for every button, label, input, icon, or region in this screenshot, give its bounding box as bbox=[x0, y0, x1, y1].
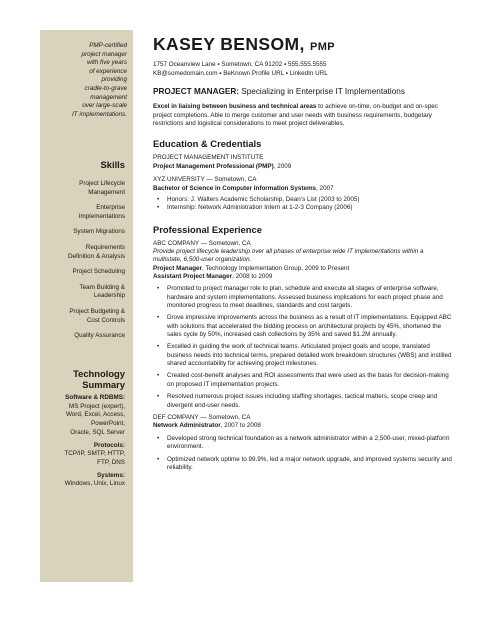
contact-line-online: KB@somedomain.com ▪ BeKnown Profile URL ▪ LinkedIn URL bbox=[153, 69, 328, 77]
job-role bbox=[153, 422, 453, 430]
summary-line: of experience bbox=[89, 67, 127, 75]
degree-year: , 2007 bbox=[316, 184, 334, 192]
job-company: ABC COMPANY — Sometown, CA bbox=[153, 239, 251, 247]
job-entry bbox=[153, 414, 453, 472]
skill-line: Cost Controls bbox=[86, 316, 125, 324]
intro-text: to achieve on-time, on-budget and on-spec project completions. Able to merge customer and user needs with business requirements, budgetary restrictions and logistical considerations to meet project deliverables. bbox=[153, 103, 438, 127]
skill-item bbox=[40, 204, 125, 221]
job-bullets bbox=[153, 285, 453, 410]
credential-text: PMP bbox=[309, 41, 336, 53]
tech-line: Oracle, SQL Server bbox=[70, 428, 125, 436]
job-bullet: • Resolved numerous project issues including staffing shortages, tactical matters, scope creep and divergent end-user needs. bbox=[153, 393, 453, 410]
skill-line: Quality Assurance bbox=[74, 332, 125, 340]
intro-paragraph bbox=[153, 103, 453, 128]
summary-line: project manager bbox=[81, 50, 127, 58]
tech-group-label: Systems: bbox=[96, 471, 125, 479]
skill-item bbox=[40, 228, 125, 237]
education-org: XYZ UNIVERSITY — Sometown, CA bbox=[153, 176, 257, 184]
role-dates: , 2008 to 2009 bbox=[232, 272, 273, 280]
skill-line: Leadership bbox=[93, 292, 125, 300]
headline bbox=[153, 87, 453, 97]
skill-item bbox=[40, 332, 125, 341]
job-bullet: • Optimized network uptime to 99.9%, led a major network upgrade, and improved systems security and reliability. bbox=[153, 456, 453, 473]
job-bullets bbox=[153, 435, 453, 472]
role-title: Project Manager bbox=[153, 264, 202, 272]
skill-line: Team Building & bbox=[79, 283, 125, 291]
role-title: Assistant Project Manager bbox=[153, 272, 233, 280]
summary-line: PMP-certified bbox=[89, 42, 127, 49]
skills-heading: Skills bbox=[100, 159, 125, 170]
job-role bbox=[153, 265, 453, 273]
skill-line: Implementations bbox=[78, 212, 125, 220]
job-role bbox=[153, 273, 453, 281]
tech-line: MS Project (expert), bbox=[69, 402, 125, 410]
sidebar bbox=[40, 30, 133, 582]
summary-line: cradle-to-grave bbox=[84, 84, 127, 92]
tech-group bbox=[40, 472, 125, 489]
skill-item bbox=[40, 284, 125, 301]
tech-group bbox=[40, 394, 125, 438]
skill-line: Definition & Analysis bbox=[67, 252, 125, 260]
job-entry bbox=[153, 240, 453, 410]
job-bullet: • Developed strong technical foundation as a network administrator within a 2,500-user, mixed-platform environment. bbox=[153, 435, 453, 452]
skill-line: Requirements bbox=[85, 244, 125, 252]
contact-info bbox=[153, 61, 453, 78]
summary-line: management bbox=[90, 93, 127, 101]
credential-name: Project Management Professional (PMP) bbox=[153, 162, 274, 170]
headline-specialty: Specializing in Enterprise IT Implementations bbox=[238, 87, 405, 97]
technology-heading bbox=[73, 368, 125, 390]
skill-item bbox=[40, 268, 125, 277]
skill-item bbox=[40, 308, 125, 325]
summary-line: over large-scale bbox=[82, 102, 127, 110]
job-bullet: • Promoted to project manager role to plan, schedule and execute all stages of enterprise software, hardware and system implementations. Assessed business implications for each project phase and monitored progress to meet deadlines, standards and cost targets. bbox=[153, 285, 453, 310]
resume-body bbox=[153, 34, 453, 476]
job-bullet: • Drove impressive improvements across the business as a result of IT implementations. Equipped ABC with solutions that accelerated the bidding process on architectural projects by 45%, shortened the sales cycle by 50%, increased cash collections by 35% and saved $1.2M annually. bbox=[153, 314, 453, 339]
tech-group-label: Software & RDBMS: bbox=[65, 394, 125, 401]
degree-name: Bachelor of Science in Computer Information Systems bbox=[153, 184, 317, 192]
technology-list bbox=[40, 394, 125, 493]
education-degree bbox=[153, 185, 453, 193]
summary-line: with five years bbox=[87, 59, 127, 67]
skill-line: Project Lifecycle bbox=[79, 180, 125, 187]
education-entry bbox=[153, 154, 453, 171]
skill-item bbox=[40, 244, 125, 261]
role-dates: , Technology Implementation Group, 2009 to Present bbox=[202, 264, 350, 272]
job-bullet: • Created cost-benefit analyses and ROI assessments that were used as the basis for decision-making on proposed IT implementation projects. bbox=[153, 372, 453, 389]
tech-line: PowerPoint, bbox=[91, 420, 125, 428]
education-org: PROJECT MANAGEMENT INSTITUTE bbox=[153, 154, 264, 162]
headline-title: PROJECT MANAGER: bbox=[153, 87, 239, 97]
credential-year: , 2009 bbox=[273, 162, 292, 170]
tech-line: Windows, Unix, Linux bbox=[64, 480, 125, 488]
education-bullet: • Honors: J. Walters Academic Scholarship, Dean’s List (2003 to 2005) bbox=[153, 196, 453, 204]
tech-line: FTP, DNS bbox=[97, 458, 125, 466]
education-heading: Education & Credentials bbox=[153, 138, 262, 150]
tech-group bbox=[40, 442, 125, 468]
role-title: Network Administrator bbox=[153, 422, 221, 430]
name-text: KASEY BENSOM, bbox=[153, 34, 305, 54]
intro-emphasis: Excel in liaising between business and technical areas bbox=[153, 103, 317, 111]
tech-group-label: Protocols: bbox=[93, 441, 125, 449]
experience-heading: Professional Experience bbox=[153, 223, 262, 235]
job-company: DEF COMPANY — Sometown, CA bbox=[153, 414, 251, 422]
contact-line-address: 1757 Oceanview Lane ▪ Sometown, CA 91202 ▪ 555.555.5555 bbox=[153, 61, 327, 68]
job-description: Provide project lifecycle leadership over all phases of enterprise wide IT implementations within a multistate, 6,500-user organization. bbox=[153, 248, 424, 264]
skill-line: Project Budgeting & bbox=[69, 308, 125, 316]
technology-heading-line: Technology bbox=[73, 368, 125, 379]
summary-line: IT implementations. bbox=[72, 110, 127, 118]
tech-line: TCP/IP, SMTP, HTTP, bbox=[64, 450, 125, 458]
education-bullets bbox=[153, 196, 453, 213]
skill-line: System Migrations bbox=[73, 228, 125, 236]
skill-item bbox=[40, 180, 125, 197]
role-dates: , 2007 to 2008 bbox=[220, 422, 261, 430]
tech-line: Word, Excel, Access, bbox=[65, 411, 125, 419]
candidate-name bbox=[153, 34, 453, 57]
summary-line: providing bbox=[101, 76, 127, 84]
profile-summary bbox=[43, 42, 127, 119]
skills-list bbox=[40, 180, 125, 348]
education-bullet: • Internship: Network Administration Intern at 1-2-3 Company (2006) bbox=[153, 204, 453, 212]
skill-line: Enterprise bbox=[96, 204, 125, 212]
skill-line: Project Scheduling bbox=[72, 268, 125, 276]
technology-heading-line: Summary bbox=[82, 379, 125, 390]
job-bullet: • Excelled in guiding the work of technical teams. Articulated project goals and scope, translated business needs into technical terms, prepared detailed work breakdown structures (WBS) and instilled shared accountability for achieving project milestones. bbox=[153, 343, 453, 368]
education-entry bbox=[153, 176, 453, 212]
education-credential bbox=[153, 163, 453, 171]
skill-line: Management bbox=[88, 188, 125, 196]
